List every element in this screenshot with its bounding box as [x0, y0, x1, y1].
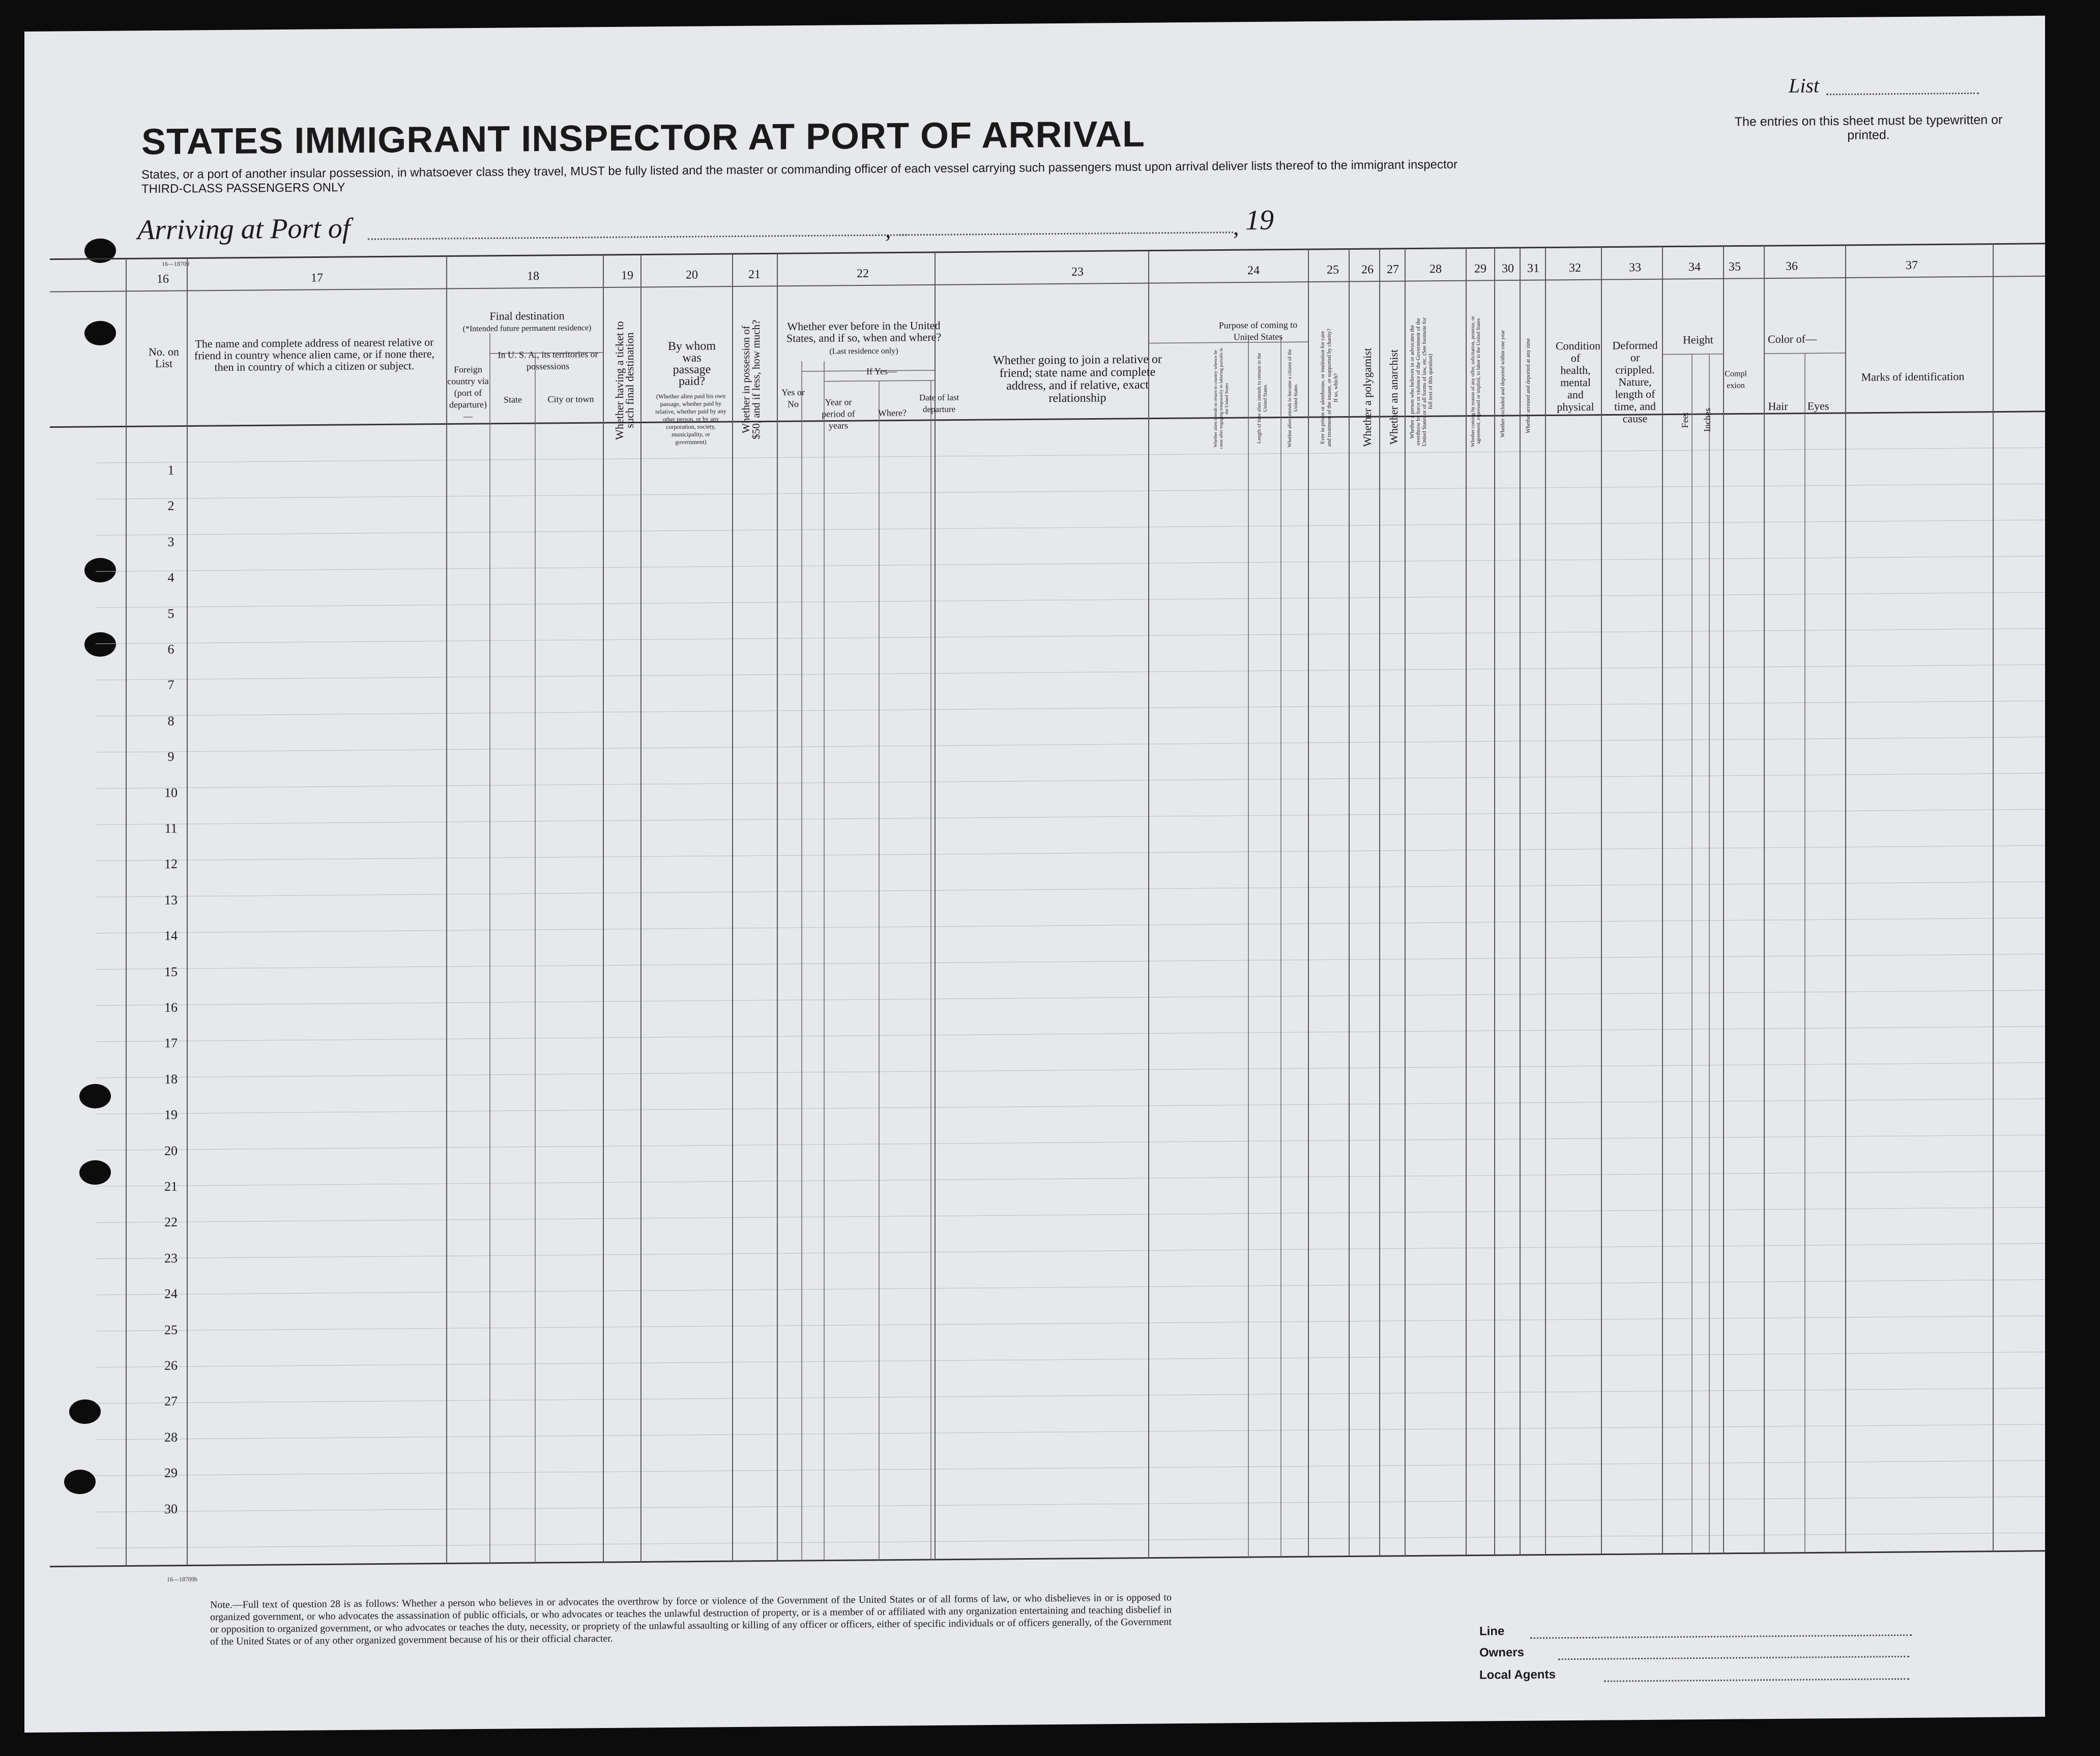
col-29-label: Whether coming by reason of any offer, solicitation, promise, or agreement, expressed or implied, to labor in the United States — [1470, 316, 1481, 447]
row-number: 19 — [164, 1107, 178, 1123]
col-34-inches: Inches — [1702, 408, 1712, 432]
row-rule — [96, 1497, 2045, 1512]
col-num-36: 36 — [1786, 259, 1798, 273]
col-21-label: Whether in possession of $50, and if less, how much? — [740, 319, 762, 440]
col-36-eyes: Eyes — [1807, 399, 1829, 413]
col-num-23: 23 — [1071, 265, 1084, 279]
row-number: 4 — [167, 570, 174, 585]
row-rule — [96, 1424, 2045, 1440]
row-number: 12 — [164, 857, 178, 872]
row-rule — [96, 628, 2045, 643]
row-rule — [96, 448, 2045, 463]
col-num-28: 28 — [1430, 262, 1442, 276]
col-num-16: 16 — [157, 272, 169, 286]
row-number: 11 — [164, 821, 178, 836]
row-rule — [96, 701, 2045, 716]
col-35-label: Complexion — [1725, 369, 1747, 390]
row-rule — [96, 1027, 2045, 1042]
manifest-sheet — [24, 16, 2045, 1733]
row-number: 2 — [167, 499, 174, 514]
row-rule — [96, 1533, 2045, 1548]
frame-bottom — [50, 1551, 2045, 1567]
col-18-usa: In U. S. A., its territories or possessions — [498, 349, 598, 372]
row-rule — [96, 1099, 2045, 1114]
row-rule — [96, 918, 2045, 933]
col-18-state: State — [504, 394, 522, 405]
row-number: 23 — [164, 1250, 178, 1266]
col-37-label: Marks of identification — [1861, 370, 1965, 384]
col-num-35: 35 — [1729, 260, 1741, 274]
row-rule — [96, 665, 2045, 680]
col-19-label: Whether having a ticket to such final destination — [613, 321, 636, 440]
row-number: 29 — [164, 1465, 178, 1481]
row-rule — [96, 1316, 2045, 1331]
row-number: 28 — [164, 1429, 178, 1445]
footnote: Note.—Full text of question 28 is as follows: Whether a person who believes in or advocates the overthrow by force or violence of the Government of the United States or of all forms of law, or who disbelieves in or is opposed to organized government, or who advocates the assassination of public officials, or who advocates or teaches the unlawful destruction of property, or is a member of or affiliated with any organization entertaining and teaching disbelief in or opposition to organized government, or who advocates or teaches the duty, necessity, or propriety of the unlawful assaulting or killing of any officer or officers, either of specific individuals or of officers generally, of the Government of the United States or of any other organized government because of his or their official character. — [210, 1592, 1172, 1648]
col-22-label: Whether ever before in the United States, and if so, when and where? — [786, 318, 942, 345]
row-number: 5 — [167, 606, 174, 621]
row-rule — [96, 1279, 2045, 1295]
entries-note: The entries on this sheet must be typewritten or printed. — [1734, 112, 2003, 142]
col-25-label: Ever in prison or almshouse, or institution for care and treatment of the insane, or supported by charity? If so, which? — [1320, 328, 1339, 447]
col-num-22: 22 — [857, 267, 869, 281]
col-num-26: 26 — [1361, 263, 1374, 277]
col-16-label: No. on List — [149, 345, 179, 370]
row-number: 1 — [167, 462, 174, 478]
row-number: 7 — [167, 678, 174, 693]
comma: , — [885, 216, 891, 243]
sub-header-rule — [1764, 353, 1846, 354]
form-subtitle: States, or a port of another insular possession, in whatsoever class they travel, MUST be fully listed and the master or commanding officer of each vessel carrying such passengers must upon arrival deliver lists thereof to the immigrant inspector — [141, 157, 1457, 182]
row-rule — [96, 1243, 2045, 1259]
row-rule — [96, 1135, 2045, 1150]
sub-header-rule — [1662, 354, 1724, 355]
col-num-20: 20 — [686, 268, 698, 282]
row-rule — [96, 592, 2045, 607]
col-num-18: 18 — [527, 270, 539, 283]
row-number: 6 — [167, 641, 174, 657]
col-num-21: 21 — [748, 268, 761, 281]
row-rule — [96, 845, 2045, 861]
line-label: Line — [1479, 1624, 1505, 1638]
row-number: 20 — [164, 1143, 178, 1158]
row-number: 17 — [164, 1036, 178, 1051]
col-24-sub-c: Whether alien intends to become a citizen of the United States — [1287, 348, 1299, 448]
col-32-label: Condition of health, mental and physical — [1556, 339, 1601, 414]
row-number: 16 — [164, 1000, 178, 1015]
col-23-label: Whether going to join a relative or friend; state name and complete address, and if relative, exact relationship — [993, 353, 1162, 405]
col-24-sub-a: Whether alien intends to return to country whence he came after engaging temporarily in laboring pursuits in the United States — [1213, 348, 1229, 449]
col-22-date: Date of last departure — [919, 392, 959, 415]
row-number: 9 — [167, 749, 174, 764]
arriving-label: Arriving at Port of — [137, 212, 351, 246]
col-num-24: 24 — [1247, 264, 1260, 278]
col-18-city: City or town — [547, 394, 594, 404]
col-num-30: 30 — [1502, 262, 1514, 276]
col-28-label: Whether a person who believes in or advocates the overthrow by force or violence of the Government of the United States or of all forms of law, etc. (See footnote for full text of this question) — [1409, 317, 1434, 447]
row-number: 14 — [164, 928, 178, 944]
row-number: 30 — [164, 1501, 178, 1516]
col-22-yes-no: Yes or No — [781, 387, 805, 409]
row-number: 24 — [164, 1286, 178, 1302]
row-rule — [96, 1388, 2045, 1403]
form-number-bottom: 16—18709b — [167, 1575, 197, 1583]
col-18-foreign: Foreign country via (port of departure)— — [447, 364, 489, 422]
row-rule — [96, 1352, 2045, 1367]
row-rule — [96, 809, 2045, 825]
owners-label: Owners — [1479, 1645, 1525, 1660]
year-prefix: 19 — [1245, 204, 1274, 237]
col-num-33: 33 — [1629, 261, 1641, 275]
header-bottom — [50, 412, 2045, 427]
row-rule — [96, 737, 2045, 752]
col-num-32: 32 — [1569, 261, 1581, 275]
row-number: 26 — [164, 1358, 178, 1373]
row-number: 18 — [164, 1071, 178, 1087]
row-number: 25 — [164, 1322, 178, 1337]
col-num-27: 27 — [1387, 262, 1399, 276]
row-rule — [96, 1171, 2045, 1186]
row-rule — [96, 1207, 2045, 1222]
col-26-label: Whether a polygamist — [1361, 348, 1374, 447]
row-rule — [96, 1460, 2045, 1476]
class-line: THIRD-CLASS PASSENGERS ONLY — [141, 181, 345, 196]
col-22-if-yes: If Yes— — [866, 366, 897, 377]
row-number: 27 — [164, 1394, 178, 1409]
col-27-label: Whether an anarchist — [1387, 349, 1400, 445]
col-18-note: (*Intended future permanent residence) — [462, 324, 592, 334]
col-36-label: Color of— — [1768, 332, 1817, 346]
row-rule — [96, 556, 2045, 571]
row-number: 15 — [164, 964, 178, 979]
col-30-label: Whether excluded and deported within one year — [1500, 330, 1506, 437]
col-34-label: Height — [1683, 333, 1713, 346]
row-number: 22 — [164, 1215, 178, 1230]
col-24-label: Purpose of coming to United States — [1218, 319, 1298, 342]
row-number: 10 — [164, 785, 178, 800]
col-num-37: 37 — [1906, 258, 1918, 272]
col-num-34: 34 — [1688, 260, 1701, 274]
col-20-label: By whom was passage paid? — [667, 339, 716, 388]
col-33-label: Deformed or crippled. Nature, length of time, and cause — [1612, 338, 1658, 425]
col-num-25: 25 — [1327, 263, 1339, 277]
col-18-label: Final destination — [489, 309, 565, 323]
col-22-note: (Last residence only) — [829, 346, 898, 356]
col-24-sub-b: Length of time alien intends to remain in the United States — [1257, 353, 1268, 444]
header-line — [50, 276, 2045, 292]
col-22-where: Where? — [878, 407, 907, 418]
row-number: 8 — [167, 713, 174, 728]
col-34-feet: Feet — [1680, 412, 1690, 428]
row-rule — [96, 773, 2045, 788]
manifest-grid — [24, 16, 2045, 1733]
row-rule — [96, 990, 2045, 1006]
col-22-year: Year or period of years — [822, 397, 855, 431]
col-36-hair: Hair — [1768, 399, 1788, 413]
local-agents-label: Local Agents — [1479, 1667, 1556, 1682]
row-rule — [96, 484, 2045, 499]
col-17-label: The name and complete address of nearest relative or friend in country whence alien came, or if none there, then in country of which a citizen or subject. — [194, 335, 435, 374]
col-20-note: (Whether alien paid his own passage, whether paid by relative, whether paid by any other person, or by any corporation, society, municipality, or government) — [655, 392, 726, 446]
row-number: 3 — [167, 534, 174, 549]
row-rule — [96, 1063, 2045, 1078]
frame-top — [50, 244, 2045, 259]
row-rule — [96, 520, 2045, 535]
form-title: STATES IMMIGRANT INSPECTOR AT PORT OF ARRIVAL — [141, 113, 1145, 163]
row-number: 13 — [164, 892, 178, 908]
form-number: 16—18709 — [162, 260, 189, 268]
row-number: 21 — [164, 1179, 178, 1194]
list-label: List — [1789, 74, 1820, 97]
comma: , — [1233, 214, 1239, 240]
col-num-31: 31 — [1527, 261, 1539, 275]
col-num-19: 19 — [621, 269, 633, 282]
row-rule — [96, 882, 2045, 897]
col-31-label: Whether arrested and deported at any time — [1525, 338, 1531, 434]
sub-header-rule — [824, 381, 935, 382]
col-num-17: 17 — [311, 271, 323, 285]
col-num-29: 29 — [1474, 262, 1486, 276]
row-rule — [96, 954, 2045, 969]
